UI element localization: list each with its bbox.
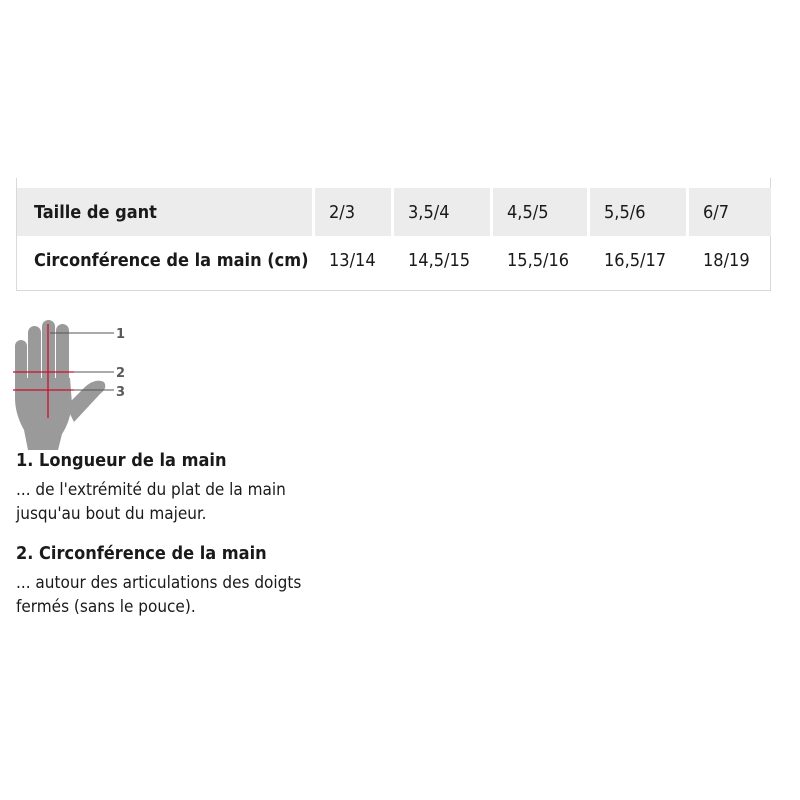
legend-line: fermés (sans le pouce). — [16, 597, 196, 617]
table-row — [17, 236, 771, 284]
thumb-shape — [66, 381, 105, 422]
ring-finger-shape — [28, 326, 41, 386]
table-header-row — [17, 188, 771, 236]
size-table — [16, 178, 771, 291]
row-value-1: 13/14 — [329, 249, 376, 271]
header-size-4: 5,5/6 — [590, 188, 689, 236]
legend-description — [16, 478, 396, 526]
row-value-3: 15,5/16 — [507, 249, 570, 271]
legend-line: jusqu'au bout du majeur. — [16, 504, 207, 524]
legend-hand-circumference — [16, 543, 396, 619]
row-label: Circonférence de la main (cm) — [34, 249, 309, 271]
header-size-5: 6/7 — [689, 188, 771, 236]
marker-3-label: 3 — [116, 385, 126, 400]
palm-shape — [15, 378, 72, 450]
legend-line: ... de l'extrémité du plat de la main — [16, 480, 286, 500]
marker-2-label: 2 — [116, 366, 126, 381]
header-size-1: 2/3 — [315, 188, 394, 236]
legend-line: ... autour des articulations des doigts — [16, 573, 302, 593]
header-size-2: 3,5/4 — [394, 188, 493, 236]
pinky-shape — [15, 340, 27, 384]
row-value-4: 16,5/17 — [604, 249, 667, 271]
row-value-5: 18/19 — [703, 249, 750, 271]
hand-measurement-icon — [10, 318, 135, 452]
legend-description — [16, 571, 396, 619]
header-label: Taille de gant — [17, 188, 315, 236]
legend-title: 2. Circonférence de la main — [16, 543, 267, 564]
legend-hand-length — [16, 450, 396, 526]
legend-title: 1. Longueur de la main — [16, 450, 227, 471]
row-value-2: 14,5/15 — [408, 249, 471, 271]
marker-1-label: 1 — [116, 327, 126, 342]
header-size-3: 4,5/5 — [493, 188, 590, 236]
